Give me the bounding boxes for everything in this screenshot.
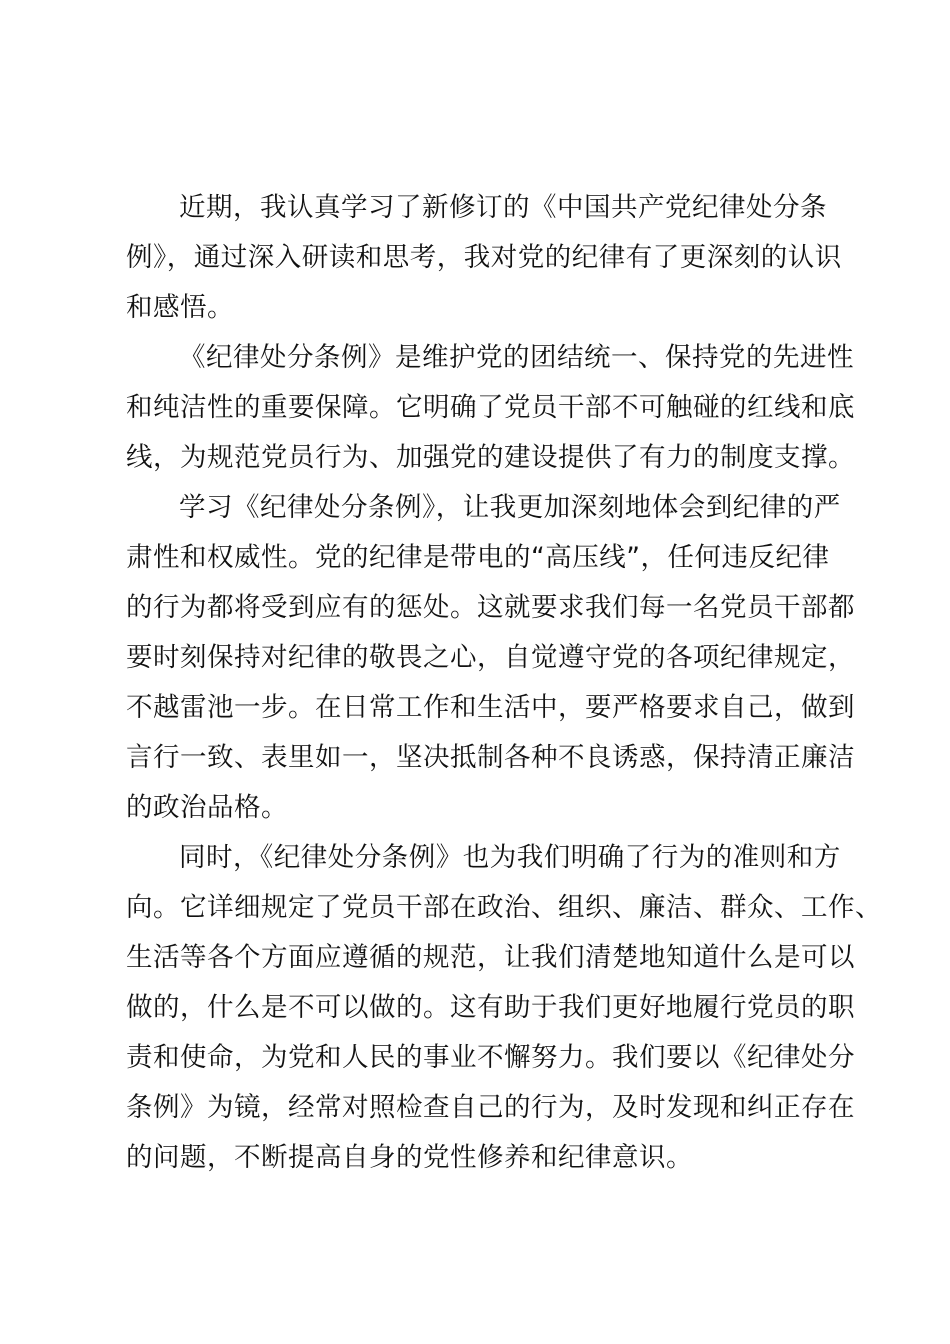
text-line: 的问题，不断提高自身的党性修养和纪律意识。 bbox=[126, 1142, 693, 1173]
text-line: 做的，什么是不可以做的。这有助于我们更好地履行党员的职 bbox=[126, 992, 855, 1023]
text-line: 不越雷池一步。在日常工作和生活中，要严格要求自己，做到 bbox=[126, 692, 855, 723]
text-line: 《纪律处分条例》是维护党的团结统一、保持党的先进性 bbox=[179, 342, 854, 373]
text-line: 学习《纪律处分条例》，让我更加深刻地体会到纪律的严 bbox=[179, 492, 841, 523]
text-line: 同时，《纪律处分条例》也为我们明确了行为的准则和方 bbox=[179, 842, 841, 873]
text-line: 向。它详细规定了党员干部在政治、组织、廉洁、群众、工作、 bbox=[126, 892, 882, 923]
paragraph-4 bbox=[126, 833, 882, 1183]
text-line: 的政治品格。 bbox=[126, 792, 288, 823]
text-line: 线，为规范党员行为、加强党的建设提供了有力的制度支撑。 bbox=[126, 442, 855, 473]
text-line: 肃性和权威性。党的纪律是带电的“高压线”，任何违反纪律 bbox=[126, 542, 830, 573]
text-line: 生活等各个方面应遵循的规范，让我们清楚地知道什么是可以 bbox=[126, 942, 855, 973]
text-line: 近期，我认真学习了新修订的《中国共产党纪律处分条 bbox=[179, 192, 827, 223]
text-line: 例》，通过深入研读和思考，我对党的纪律有了更深刻的认识 bbox=[126, 242, 842, 273]
text-line: 责和使命，为党和人民的事业不懈努力。我们要以《纪律处分 bbox=[126, 1042, 855, 1073]
paragraph-2 bbox=[126, 333, 855, 483]
document-body bbox=[126, 183, 882, 1183]
text-line: 言行一致、表里如一，坚决抵制各种不良诱惑，保持清正廉洁 bbox=[126, 742, 855, 773]
text-line: 和纯洁性的重要保障。它明确了党员干部不可触碰的红线和底 bbox=[126, 392, 855, 423]
paragraph-3 bbox=[126, 483, 855, 833]
text-line: 要时刻保持对纪律的敬畏之心，自觉遵守党的各项纪律规定， bbox=[126, 642, 855, 673]
text-line: 条例》为镜，经常对照检查自己的行为，及时发现和纠正存在 bbox=[126, 1092, 855, 1123]
text-line: 的行为都将受到应有的惩处。这就要求我们每一名党员干部都 bbox=[126, 592, 855, 623]
paragraph-1 bbox=[126, 183, 842, 333]
text-line: 和感悟。 bbox=[126, 292, 234, 323]
